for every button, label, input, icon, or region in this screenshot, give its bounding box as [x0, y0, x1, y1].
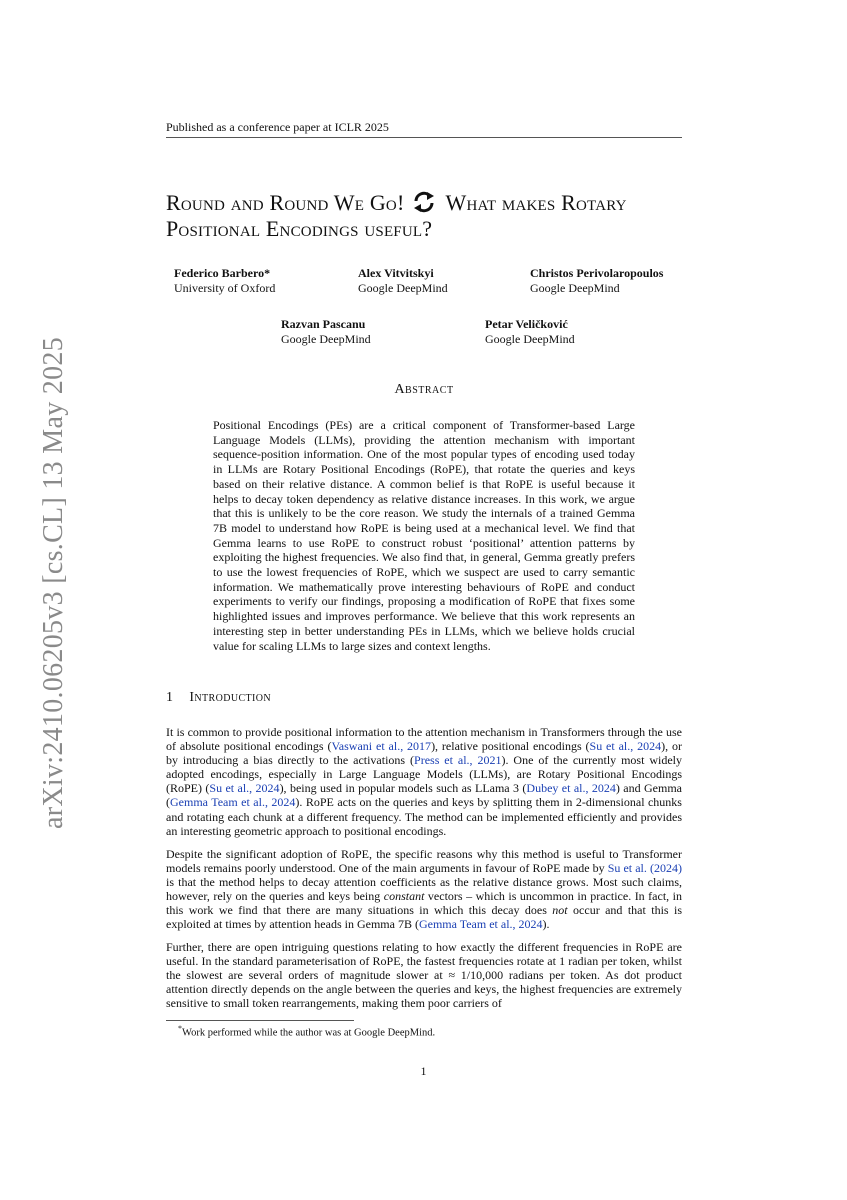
running-header: Published as a conference paper at ICLR 2025 — [166, 120, 682, 138]
paragraph-text: Despite the significant adoption of RoPE, the specific reasons why this method is useful to Transformer models remains poorly understood. One of the main arguments in favour of RoPE made by — [166, 847, 682, 876]
citation-link[interactable]: Press et al., 2021 — [414, 753, 502, 768]
author-block — [281, 317, 371, 347]
arxiv-identifier: arXiv:2410.06205v3 [cs.CL] 13 May 2025 — [38, 336, 70, 830]
paragraph-text: ) and Gemma ( — [166, 781, 682, 810]
section-heading-introduction — [166, 690, 271, 706]
author-name: Federico Barbero* — [174, 266, 271, 280]
paragraph-text: vectors – which is uncommon in practice. In fact, in this work we find that there are many situations in which this decay does — [166, 889, 682, 918]
title-part-2: What makes Rotary Positional Encodings useful? — [166, 190, 627, 241]
paragraph-text: ), or by introducing a bias directly to the activations ( — [166, 739, 682, 768]
intro-paragraph-3: Further, there are open intriguing questions relating to how exactly the different frequencies in RoPE are useful. In the standard parameterisation of RoPE, the fastest frequencies rotate at 1 radian per token, whilst the slowest are several orders of magnitude slower at ≈ 1/10,000 radians per token. As dot product attention directly depends on the angle between the queries and keys, the highest frequencies are extremely sensitive to small token rearrangements, making them poor carriers of — [166, 940, 682, 1011]
author-affiliation: Google DeepMind — [530, 281, 620, 295]
section-number: 1 — [166, 690, 174, 705]
abstract-heading: Abstract — [394, 382, 454, 397]
paragraph-text: occur and that this is exploited at times by attention heads in Gemma 7B ( — [166, 903, 682, 932]
author-name: Christos Perivolaropoulos — [530, 266, 664, 280]
arxiv-sidebar — [34, 336, 74, 830]
paragraph-text: ). One of the currently most widely adopted encodings, especially in Large Language Models (LLMs), are Rotary Positional Encodings (RoPE) ( — [166, 753, 683, 796]
paper-title — [166, 190, 686, 242]
author-affiliation: Google DeepMind — [358, 281, 448, 295]
emphasis-text: constant — [383, 889, 425, 904]
author-block — [358, 266, 448, 296]
author-block — [174, 266, 275, 296]
intro-paragraph-1 — [166, 725, 682, 838]
section-title: Introduction — [189, 690, 271, 705]
citation-link[interactable]: Su et al., 2024 — [589, 739, 662, 754]
paragraph-text: ). RoPE acts on the queries and keys by splitting them in 2-dimensional chunks and rotating each chunk at a different frequency. The method can be implemented efficiently and provides an interesting geometric approach to positional encodings. — [166, 795, 682, 838]
footnote — [178, 1024, 435, 1039]
citation-link[interactable]: Su et al., 2024 — [209, 781, 280, 796]
footnote-divider — [166, 1020, 354, 1021]
footnote-mark: * — [178, 1024, 182, 1033]
author-affiliation: University of Oxford — [174, 281, 276, 295]
citation-link[interactable]: Dubey et al., 2024 — [526, 781, 616, 796]
author-block — [485, 317, 575, 347]
author-affiliation: Google DeepMind — [281, 332, 371, 346]
paragraph-text: ), relative positional encodings ( — [431, 739, 590, 754]
paragraph-text: ). — [542, 917, 550, 932]
title-part-1: Round and Round We Go! — [166, 190, 405, 215]
author-affiliation: Google DeepMind — [485, 332, 575, 346]
citation-link[interactable]: Gemma Team et al., 2024 — [418, 917, 543, 932]
citation-link[interactable]: Gemma Team et al., 2024 — [170, 795, 296, 810]
intro-paragraph-2 — [166, 847, 682, 932]
citation-link[interactable]: Vaswani et al., 2017 — [331, 739, 432, 754]
abstract-text: Positional Encodings (PEs) are a critical component of Transformer-based Large Language Models (LLMs), providing the attention mechanism with important sequence-position information. One of the most popular types of encoding used today in LLMs are Rotary Positional Encodings (RoPE), that rotate the queries and keys based on their relative distance. A common belief is that RoPE is useful because it helps to decay token dependency as relative distance increases. In this work, we argue that this is unlikely to be the core reason. We study the internals of a trained Gemma 7B model to understand how RoPE is being used at a mechanical level. We find that Gemma learns to use RoPE to construct robust ‘positional’ attention patterns by exploiting the highest frequencies. We also find that, in general, Gemma greatly prefers to use the lowest frequencies of RoPE, which we suspect are used to carry semantic information. We mathematically prove interesting behaviours of RoPE and conduct experiments to verify our findings, proposing a modification of RoPE that fixes some highlighted issues and improves performance. We believe that this work represents an interesting step in better understanding PEs in LLMs, which we believe holds crucial value for scaling LLMs to large sizes and context lengths. — [213, 418, 635, 653]
footnote-text: Work performed while the author was at Google DeepMind. — [182, 1027, 436, 1039]
page-number: 1 — [420, 1064, 427, 1078]
paragraph-text: ), being used in popular models such as LLama 3 ( — [279, 781, 527, 796]
paragraph-text: It is common to provide positional information to the attention mechanism in Transformers through the use of absolute positional encodings ( — [166, 725, 682, 754]
citation-link[interactable]: Su et al. (2024) — [607, 861, 682, 876]
paragraph-text: is that the method helps to decay attention coefficients as the relative distance grows. Most such claims, however, rely on the queries and keys being — [166, 875, 682, 904]
author-name: Petar Veličković — [485, 317, 568, 331]
author-name: Razvan Pascanu — [281, 317, 366, 331]
rotate-arrows-icon — [412, 191, 436, 213]
emphasis-text: not — [552, 903, 568, 918]
author-block — [530, 266, 663, 296]
author-name: Alex Vitvitskyi — [358, 266, 434, 280]
